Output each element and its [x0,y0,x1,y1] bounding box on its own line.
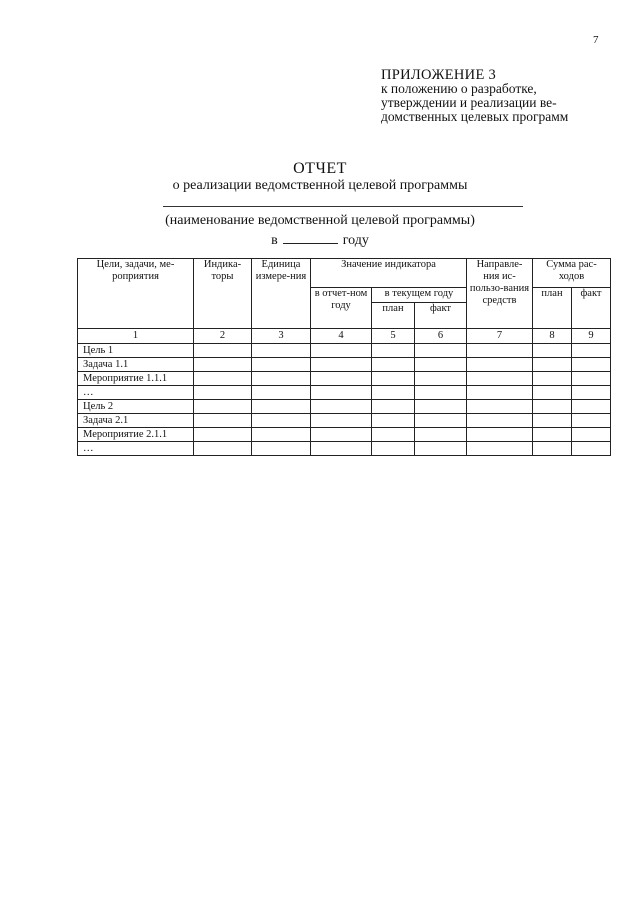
empty-cell [467,414,533,428]
report-table [77,258,611,456]
empty-cell [533,372,572,386]
empty-cell [467,442,533,456]
appendix-line: утверждении и реализации ве- [381,95,557,110]
program-name-caption: (наименование ведомственной целевой программы) [165,213,475,228]
column-number: 1 [78,329,194,344]
empty-cell [372,372,415,386]
row-label: Мероприятие 1.1.1 [78,372,194,386]
empty-cell [252,442,311,456]
empty-cell [311,386,372,400]
empty-cell [372,428,415,442]
empty-cell [467,386,533,400]
column-number: 9 [572,329,611,344]
header-fact: факт [415,303,467,329]
header-plan: план [372,303,415,329]
header-unit: Единица измере-ния [252,259,311,329]
empty-cell [372,442,415,456]
header-goals: Цели, задачи, ме-роприятия [78,259,194,329]
header-expenses: Сумма рас-ходов [533,259,611,288]
empty-cell [572,344,611,358]
empty-cell [572,414,611,428]
empty-cell [415,344,467,358]
empty-cell [311,428,372,442]
empty-cell [194,358,252,372]
empty-cell [194,428,252,442]
table-row [78,428,611,442]
empty-cell [533,344,572,358]
row-label: … [78,386,194,400]
table-row [78,344,611,358]
column-number: 8 [533,329,572,344]
row-label: Задача 2.1 [78,414,194,428]
year-prefix: в [271,233,278,248]
row-label: Цель 2 [78,400,194,414]
row-label: … [78,442,194,456]
appendix-line: к положению о разработке, [381,81,537,96]
header-indicators: Индика-торы [194,259,252,329]
empty-cell [572,428,611,442]
empty-cell [533,358,572,372]
empty-cell [252,358,311,372]
empty-cell [467,400,533,414]
empty-cell [311,344,372,358]
header-reporting-year: в отчет-ном году [311,288,372,329]
empty-cell [372,414,415,428]
table-row [78,386,611,400]
report-title: ОТЧЕТ [293,160,347,177]
empty-cell [372,358,415,372]
empty-cell [533,400,572,414]
empty-cell [194,400,252,414]
column-number: 3 [252,329,311,344]
empty-cell [372,386,415,400]
empty-cell [194,414,252,428]
table-row [78,400,611,414]
empty-cell [533,428,572,442]
appendix-heading: ПРИЛОЖЕНИЕ 3 [381,67,497,83]
empty-cell [252,372,311,386]
header-expenses-plan: план [533,288,572,329]
empty-cell [572,386,611,400]
empty-cell [415,400,467,414]
column-number: 7 [467,329,533,344]
empty-cell [311,400,372,414]
empty-cell [252,428,311,442]
empty-cell [467,372,533,386]
empty-cell [194,344,252,358]
empty-cell [572,358,611,372]
table-row [78,372,611,386]
empty-cell [415,442,467,456]
empty-cell [415,358,467,372]
empty-cell [194,442,252,456]
empty-cell [372,400,415,414]
empty-cell [194,386,252,400]
empty-cell [252,386,311,400]
empty-cell [372,344,415,358]
header-expenses-fact: факт [572,288,611,329]
empty-cell [311,442,372,456]
empty-cell [467,428,533,442]
program-name-line [163,206,523,207]
year-line [0,231,640,249]
year-blank-field [283,231,338,244]
empty-cell [311,372,372,386]
empty-cell [467,358,533,372]
empty-cell [311,414,372,428]
table-row [78,414,611,428]
empty-cell [252,400,311,414]
header-current-year: в текущем году [372,288,467,303]
empty-cell [533,414,572,428]
column-number: 2 [194,329,252,344]
table-row [78,442,611,456]
row-label: Мероприятие 2.1.1 [78,428,194,442]
empty-cell [467,344,533,358]
header-indicator-value: Значение индикатора [311,259,467,288]
empty-cell [252,414,311,428]
empty-cell [572,372,611,386]
empty-cell [415,372,467,386]
empty-cell [533,386,572,400]
empty-cell [194,372,252,386]
column-number: 4 [311,329,372,344]
empty-cell [533,442,572,456]
report-subtitle: о реализации ведомственной целевой программы [172,178,468,193]
table-row [78,358,611,372]
column-number-row [78,329,611,344]
row-label: Цель 1 [78,344,194,358]
row-label: Задача 1.1 [78,358,194,372]
appendix-block [381,68,621,124]
empty-cell [311,358,372,372]
page-number: 7 [593,34,599,46]
header-directions: Направле-ния ис-пользо-вания средств [467,259,533,329]
empty-cell [415,414,467,428]
year-suffix: году [342,233,369,248]
empty-cell [252,344,311,358]
empty-cell [572,400,611,414]
empty-cell [415,386,467,400]
column-number: 6 [415,329,467,344]
appendix-line: домственных целевых программ [381,109,569,124]
column-number: 5 [372,329,415,344]
empty-cell [572,442,611,456]
empty-cell [415,428,467,442]
